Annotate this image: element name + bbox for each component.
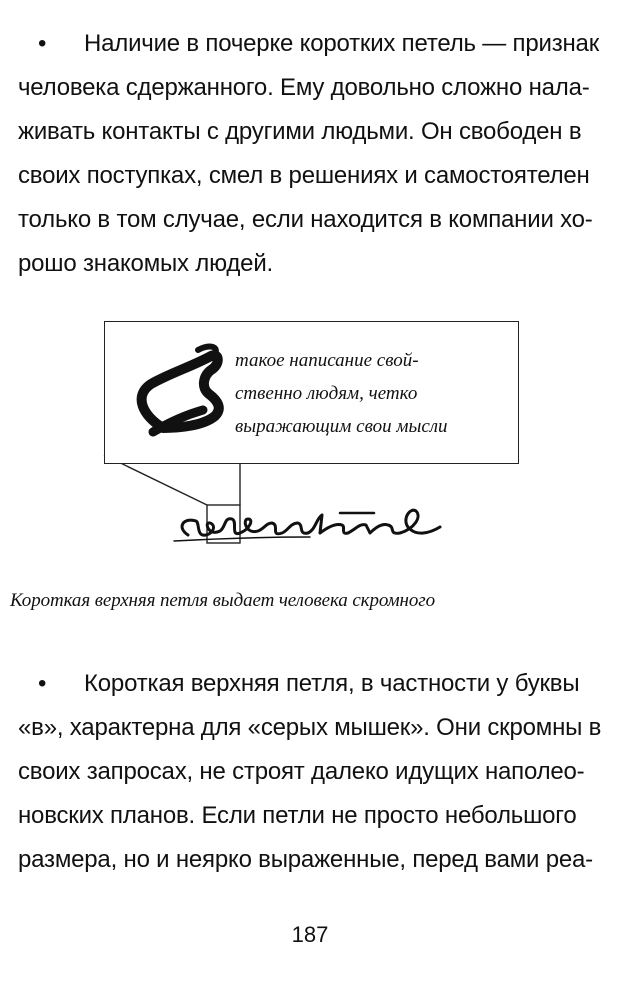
paragraph-line: своих запросах, не строят далеко идущих наполео-: [18, 758, 585, 785]
figure-caption: Короткая верхняя петля выдает человека скромного: [10, 590, 435, 611]
callout-line: ственно людям, четко: [235, 383, 418, 404]
paragraph-line: человека сдержанного. Ему довольно сложно нала-: [18, 74, 590, 101]
paragraph-line: рошо знакомых людей.: [18, 250, 274, 277]
figure-callout-box: [104, 321, 519, 464]
paragraph-line: только в том случае, если находится в компании хо-: [18, 206, 593, 233]
paragraph-line: [18, 22, 608, 66]
page-number: 187: [291, 922, 329, 947]
magnified-letter-v-image: [123, 336, 233, 446]
paragraph-short-loops: [18, 22, 608, 286]
paragraph-line: живать контакты с другими людьми. Он свободен в: [18, 118, 582, 145]
paragraph-line: новских планов. Если петли не просто небольшого: [18, 802, 577, 829]
line-text: Короткая верхняя петля, в частности у буквы: [84, 670, 580, 697]
handwritten-word-sample: [170, 497, 450, 552]
callout-line: выражающим свои мысли: [235, 416, 448, 437]
bullet: •: [38, 670, 47, 697]
paragraph-line: «в», характерна для «серых мышек». Они скромны в: [18, 714, 602, 741]
paragraph-short-upper-loop: [18, 662, 608, 882]
paragraph-line: своих поступках, смел в решениях и самостоятелен: [18, 162, 590, 189]
callout-line: такое написание свой-: [235, 350, 419, 371]
callout-text: [235, 344, 515, 443]
bullet: •: [38, 30, 47, 57]
paragraph-line: [18, 662, 608, 706]
paragraph-line: размера, но и неярко выраженные, перед вами реа-: [18, 846, 593, 873]
line-text: Наличие в почерке коротких петель — признак: [84, 30, 600, 57]
